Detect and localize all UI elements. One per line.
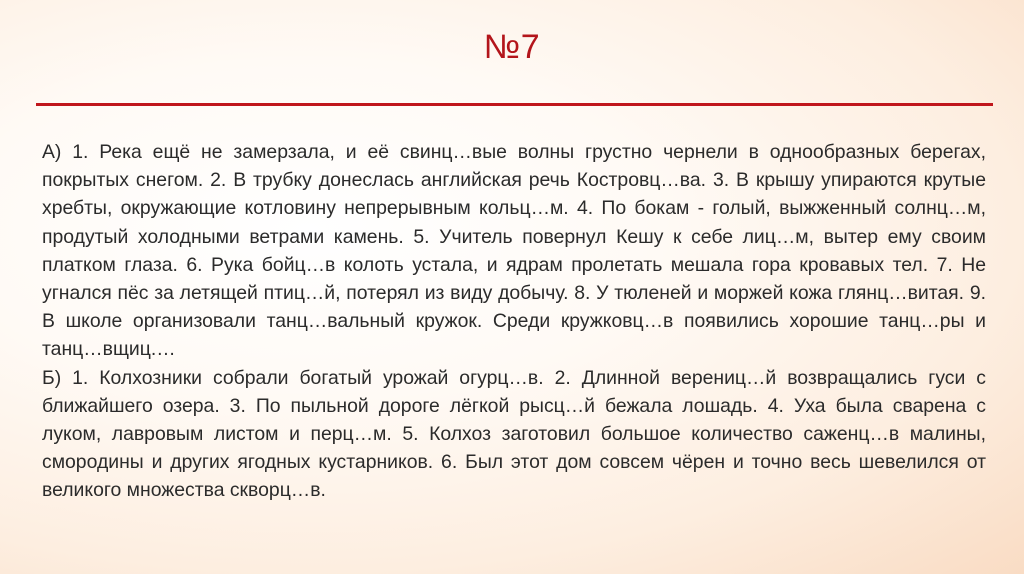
paragraph-a: А) 1. Река ещё не замерзала, и её свинц…вые волны грустно чернели в однообразных берегах, покрытых снегом. 2. В трубку донеслась английская речь Костровц…ва. 3. В крышу упираются крутые хребты, окружающие котловину непрерывным кольц…м. 4. По бокам - голый, выжженный солнц…м, продутый холодными ветрами камень. 5. Учитель повернул Кешу к себе лиц…м, вытер ему своим платком глаза. 6. Рука бойц…в колоть устала, и ядрам пролетать мешала гора кровавых тел. 7. Не угнался пёс за летящей птиц…й, потерял из виду добычу. 8. У тюленей и моржей кожа глянц…витая. 9. В школе организовали танц…вальный кружок. Среди кружковц…в появились хорошие танц…ры и танц…вщиц.… bbox=[42, 141, 986, 361]
title-divider bbox=[36, 103, 993, 106]
slide-title: №7 bbox=[483, 28, 541, 66]
slide-body bbox=[42, 138, 986, 505]
paragraph-b: Б) 1. Колхозники собрали богатый урожай огурц…в. 2. Длинной верениц…й возвращались гуси с ближайшего озера. 3. По пыльной дороге лёгкой рысц…й бежала лошадь. 4. Уха была сварена с луком, лавровым листом и перц…м. 5. Колхоз заготовил большое количество саженц…в малины, смородины и других ягодных кустарников. 6. Был этот дом совсем чёрен и точно весь шевелился от великого множества скворц…в. bbox=[42, 366, 986, 502]
